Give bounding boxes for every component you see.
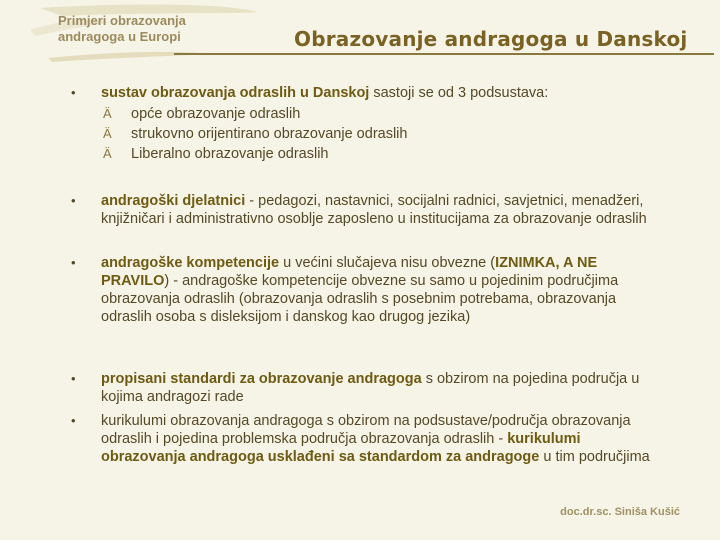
bullet-4-text: s obzirom na pojedina područja u kojima andragozi rade	[101, 371, 640, 405]
sub-item-2	[101, 124, 661, 144]
bullet-1-text: sastoji se od 3 podsustava:	[369, 85, 549, 101]
bullet-5-text: kurikulumi obrazovanja andragoga s obzirom na podsustave/područja obrazovanja odraslih i pojedina problemska područja obrazovanja odraslih -	[101, 413, 631, 447]
bullet-dot-icon: •	[71, 255, 76, 270]
slide-title: Obrazovanje andragoga u Danskoj	[294, 27, 688, 51]
bullet-2-text: - pedagozi, nastavnici, socijalni radnici, savjetnici, menadžeri, knjižničari i administrativno osoblje zaposleno u institucijama za obrazovanje odraslih	[101, 193, 647, 227]
series-title-line2: andragoga u Europi	[58, 29, 181, 44]
sub-item-1-text: opće obrazovanje odraslih	[131, 106, 301, 122]
arrow-icon: Ä	[103, 146, 112, 161]
bullet-5-text-b: u tim područjima	[539, 449, 650, 465]
bullet-1-bold: sustav obrazovanja odraslih u Danskoj	[101, 85, 370, 101]
bullet-2-bold: andragoški djelatnici	[101, 193, 246, 209]
sub-item-3	[101, 144, 661, 164]
bullet-3-text-a: u većini slučajeva nisu obvezne (	[279, 255, 496, 271]
bullet-3-bold-b: IZNIMKA, A NE PRAVILO	[101, 255, 598, 289]
arrow-icon: Ä	[103, 126, 112, 141]
bullet-dot-icon: •	[71, 413, 76, 428]
sub-item-1	[101, 104, 661, 124]
bullet-4-bold: propisani standardi za obrazovanje andragoga	[101, 371, 422, 387]
bullet-item-2	[71, 192, 661, 228]
author-footer: doc.dr.sc. Siniša Kušić	[560, 506, 680, 518]
series-title	[58, 13, 186, 45]
bullet-dot-icon: •	[71, 85, 76, 100]
bullet-dot-icon: •	[71, 193, 76, 208]
arrow-icon: Ä	[103, 106, 112, 121]
bullet-item-3	[71, 254, 661, 326]
bullet-3-text-c: ) - andragoške kompetencije obvezne su samo u pojedinim područjima obrazovanja odraslih (obrazovanja odraslih s posebnim potrebama, obrazovanja odraslih osoba s disleksijom i danskog kao drugog jezika)	[101, 273, 619, 325]
bullet-5-bold: kurikulumi obrazovanja andragoga usklađeni sa standardom za andragoge	[101, 431, 581, 465]
sub-item-3-text: Liberalno obrazovanje odraslih	[131, 146, 329, 162]
bullet-dot-icon: •	[71, 371, 76, 386]
bullet-3-bold: andragoške kompetencije	[101, 255, 280, 271]
bullet-item-4	[71, 370, 661, 406]
sub-item-2-text: strukovno orijentirano obrazovanje odraslih	[131, 126, 408, 142]
bullet-item-1	[71, 84, 661, 164]
bullet-item-5	[71, 412, 661, 466]
title-underline	[174, 53, 714, 55]
sub-list	[101, 104, 661, 164]
series-title-line1: Primjeri obrazovanja	[58, 13, 186, 28]
